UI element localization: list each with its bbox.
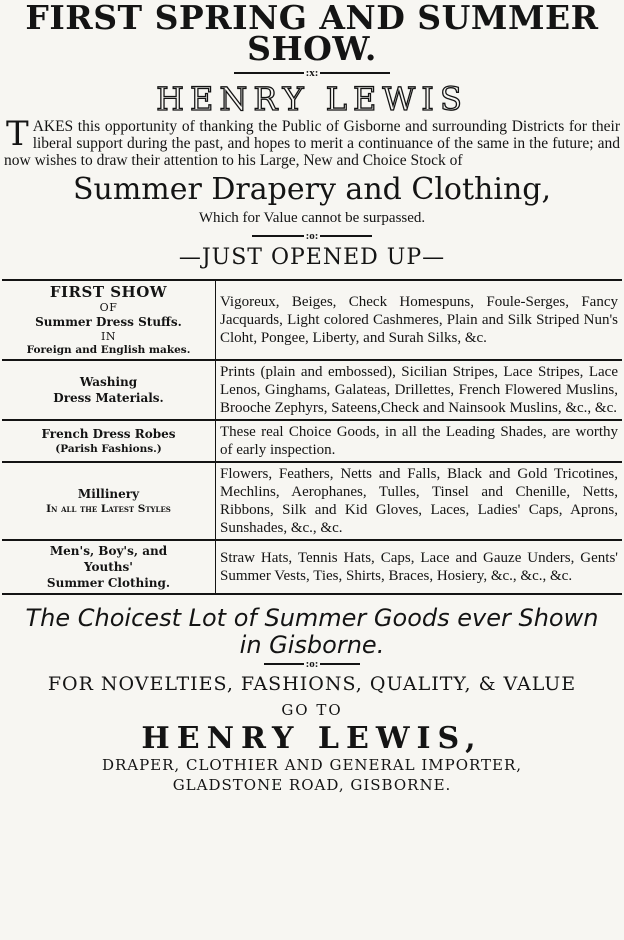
- ornament-rule: [0, 659, 624, 669]
- trade-line: DRAPER, CLOTHIER AND GENERAL IMPORTER,: [101, 756, 523, 774]
- table-row: [2, 280, 622, 360]
- table-row: [2, 540, 622, 594]
- subline: Which for Value cannot be surpassed.: [198, 210, 426, 226]
- category-cell: [2, 462, 216, 540]
- merchant-name: HENRY LEWIS: [156, 80, 468, 118]
- title-line-2: SHOW.: [247, 29, 377, 68]
- category-cell: [2, 420, 216, 462]
- category-line: Foreign and English makes.: [26, 344, 191, 356]
- rule-ornament: :o:: [305, 230, 319, 242]
- category-line: FIRST SHOW: [49, 283, 168, 301]
- just-opened: —JUST OPENED UP—: [178, 245, 446, 270]
- table-row: [2, 420, 622, 462]
- category-line: IN: [101, 330, 116, 343]
- items-cell: Vigoreux, Beiges, Check Homespuns, Foule-Serges, Fancy Jacquards, Light colored Cashmeres, Plain and Silk Striped Nun's Cloht, Pongee, Liberty, and Surah Silks, &c.: [220, 294, 618, 346]
- category-line: Summer Clothing.: [46, 576, 171, 590]
- novelties-line: FOR NOVELTIES, FASHIONS, QUALITY, & VALUE: [47, 673, 577, 695]
- drop-cap: T: [6, 114, 29, 154]
- slogan-line-2: in Gisborne.: [239, 631, 385, 659]
- category-cell: [2, 540, 216, 594]
- category-cell: [2, 360, 216, 420]
- go-to-line: GO TO: [281, 701, 343, 719]
- category-line: Millinery: [77, 487, 140, 501]
- category-line: (Parish Fashions.): [55, 443, 162, 455]
- table-row: [2, 360, 622, 420]
- category-line: Youths': [84, 560, 133, 574]
- items-cell: Flowers, Feathers, Netts and Falls, Black and Gold Tricotines, Mechlins, Aerophanes, Tulles, Tinsel and Chenille, Netts, Ribbons, Silk and Kid Gloves, Laces, Ladies' Caps, Aprons, Sunshades, &c., &c.: [220, 466, 618, 536]
- rule-ornament: :x:: [305, 67, 319, 79]
- ornament-rule: [0, 231, 624, 241]
- rule-ornament: :o:: [305, 658, 319, 670]
- merchant-name-footer: HENRY LEWIS,: [141, 721, 483, 756]
- intro-text: AKES this opportunity of thanking the Public of Gisborne and surrounding Districts for their liberal support during the past, and hopes to merit a continuance of the same in the future; and now wishes to draw their attention to his Large, New and Choice Stock of: [4, 118, 620, 169]
- choicest-slogan: [0, 605, 624, 659]
- category-line: Men's, Boy's, and: [49, 544, 168, 558]
- category-cell: [2, 280, 216, 360]
- items-cell: These real Choice Goods, in all the Leading Shades, are worthy of early inspection.: [220, 424, 618, 458]
- items-cell: Prints (plain and embossed), Sicilian Stripes, Lace Stripes, Lace Lenos, Ginghams, Galateas, Drillettes, French Flowered Muslins, Brooche Zephyrs, Sateens,Check and Nainsook Muslins, &c., &c.: [220, 364, 618, 416]
- show-title: [0, 0, 624, 68]
- category-line: Washing: [79, 375, 138, 389]
- category-line: French Dress Robes: [41, 427, 176, 441]
- address-line: GLADSTONE ROAD, GISBORNE.: [172, 776, 452, 794]
- headline: Summer Drapery and Clothing,: [72, 172, 552, 207]
- table-row: [2, 462, 622, 540]
- category-line: In all the Latest Styles: [46, 503, 171, 515]
- intro-paragraph: [4, 114, 620, 169]
- items-cell: Straw Hats, Tennis Hats, Caps, Lace and Gauze Unders, Gents' Summer Vests, Ties, Shirts, Braces, Hosiery, &c., &c., &c.: [220, 550, 618, 584]
- category-line: OF: [99, 301, 118, 314]
- ornament-rule: [0, 68, 624, 78]
- title-line-1: FIRST SPRING AND SUMMER: [25, 0, 599, 37]
- category-line: Dress Materials.: [53, 391, 164, 405]
- category-line: Summer Dress Stuffs.: [35, 315, 182, 329]
- goods-table: [2, 279, 622, 595]
- slogan-line-1: The Choicest Lot of Summer Goods ever Shown: [25, 604, 599, 632]
